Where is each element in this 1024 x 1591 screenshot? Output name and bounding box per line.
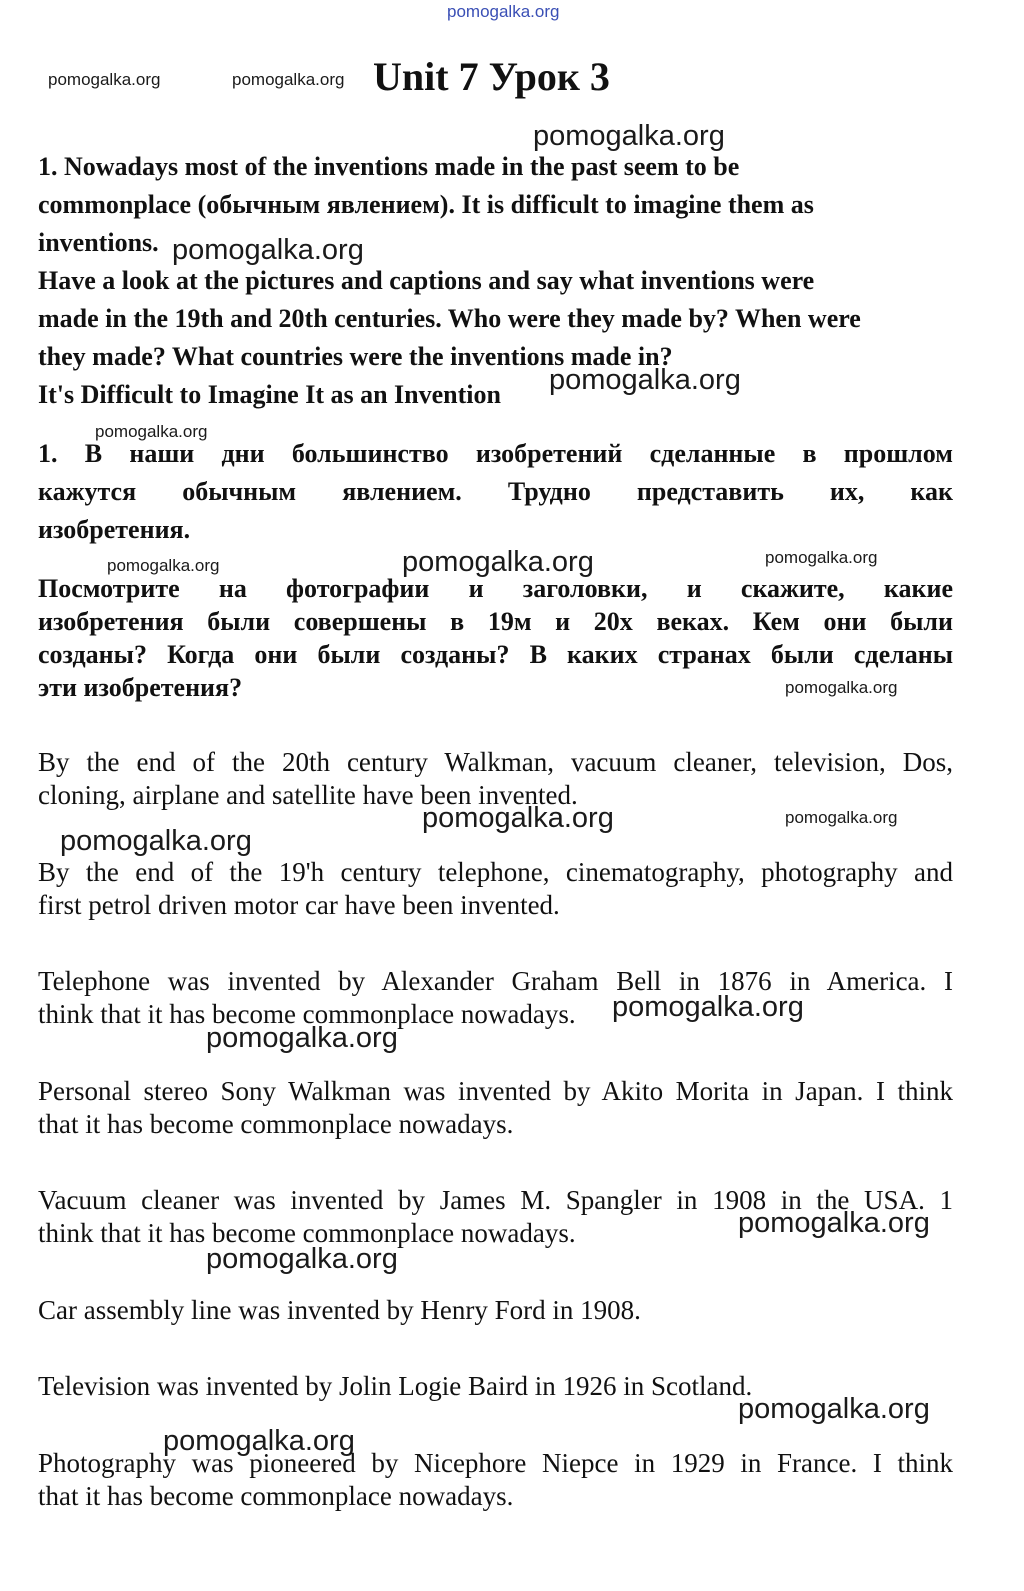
- answer-line: Television was invented by Jolin Logie Baird in 1926 in Scotland.: [38, 1371, 753, 1401]
- task-en-line-1: 1. Nowadays most of the inventions made in the past seem to be: [38, 152, 740, 181]
- task-ru-line-4: Посмотрите на фотографии и заголовки, и скажите, какие: [38, 574, 953, 603]
- answer-walkman: [38, 1075, 953, 1141]
- answer-19th-century: [38, 856, 953, 922]
- watermark-3: pomogalka.org: [549, 364, 741, 396]
- watermark-13: pomogalka.org: [206, 1022, 398, 1054]
- watermark-15: pomogalka.org: [206, 1243, 398, 1275]
- watermark-5: pomogalka.org: [107, 556, 220, 575]
- watermark-1: pomogalka.org: [533, 120, 725, 152]
- task-ru-line-5: изобретения были совершены в 19м и 20х веках. Кем они были: [38, 607, 953, 636]
- answer-line: that it has become commonplace nowadays.: [38, 1481, 514, 1511]
- answer-line: cloning, airplane and satellite have been invented.: [38, 780, 578, 810]
- answer-telephone: [38, 965, 953, 1031]
- watermark-9: pomogalka.org: [422, 802, 614, 834]
- watermark-8: pomogalka.org: [785, 678, 898, 697]
- watermark-7: pomogalka.org: [765, 548, 878, 567]
- answer-line: Photography was pioneered by Nicephore Niepce in 1929 in France. I think: [38, 1448, 953, 1478]
- header-watermark-1: pomogalka.org: [48, 70, 161, 89]
- watermark-top: pomogalka.org: [447, 2, 560, 21]
- watermark-12: pomogalka.org: [612, 991, 804, 1023]
- task-en-line-5: made in the 19th and 20th centuries. Who were they made by? When were: [38, 304, 861, 333]
- watermark-6: pomogalka.org: [402, 546, 594, 578]
- watermark-4: pomogalka.org: [95, 422, 208, 441]
- watermark-2: pomogalka.org: [172, 234, 364, 266]
- watermark-11: pomogalka.org: [60, 825, 252, 857]
- header-watermark-2: pomogalka.org: [232, 70, 345, 89]
- task-ru-line-1: 1. В наши дни большинство изобретений сделанные в прошлом: [38, 439, 953, 468]
- page-title: Unit 7 Урок 3: [373, 54, 610, 99]
- task-ru-line-7: эти изобретения?: [38, 673, 243, 702]
- watermark-16: pomogalka.org: [738, 1393, 930, 1425]
- task-ru-line-2: кажутся обычным явлением. Трудно представить их, как: [38, 477, 953, 506]
- answer-line: Car assembly line was invented by Henry Ford in 1908.: [38, 1295, 641, 1325]
- task-ru-line-3: изобретения.: [38, 515, 191, 544]
- task-en-line-4: Have a look at the pictures and captions and say what inventions were: [38, 266, 815, 295]
- watermark-17: pomogalka.org: [163, 1425, 355, 1457]
- answer-assembly-line: [38, 1294, 953, 1327]
- answer-photography: [38, 1447, 953, 1513]
- answer-line: By the end of the 20th century Walkman, vacuum cleaner, television, Dos,: [38, 747, 953, 777]
- answer-line: that it has become commonplace nowadays.: [38, 1109, 514, 1139]
- answer-line: Personal stereo Sony Walkman was invented by Akito Morita in Japan. I think: [38, 1076, 953, 1106]
- task-en-line-3: inventions.: [38, 228, 159, 257]
- answer-line: By the end of the 19'h century telephone, cinematography, photography and: [38, 857, 953, 887]
- watermark-10: pomogalka.org: [785, 808, 898, 827]
- watermark-14: pomogalka.org: [738, 1207, 930, 1239]
- task-en-line-6: they made? What countries were the inventions made in?: [38, 342, 673, 371]
- answer-line: Vacuum cleaner was invented by James M. Spangler in 1908 in the USA. 1: [38, 1185, 953, 1215]
- task-en-line-2: commonplace (обычным явлением). It is difficult to imagine them as: [38, 190, 814, 219]
- answer-line: first petrol driven motor car have been invented.: [38, 890, 560, 920]
- task-russian-1: [38, 435, 953, 549]
- task-en-line-7: It's Difficult to Imagine It as an Invention: [38, 380, 501, 409]
- task-english: [38, 148, 953, 414]
- answer-line: think that it has become commonplace nowadays.: [38, 1218, 576, 1248]
- answer-line: think that it has become commonplace nowadays.: [38, 999, 576, 1029]
- task-ru-line-6: созданы? Когда они были созданы? В каких странах были сделаны: [38, 640, 953, 669]
- answer-line: Telephone was invented by Alexander Graham Bell in 1876 in America. I: [38, 966, 953, 996]
